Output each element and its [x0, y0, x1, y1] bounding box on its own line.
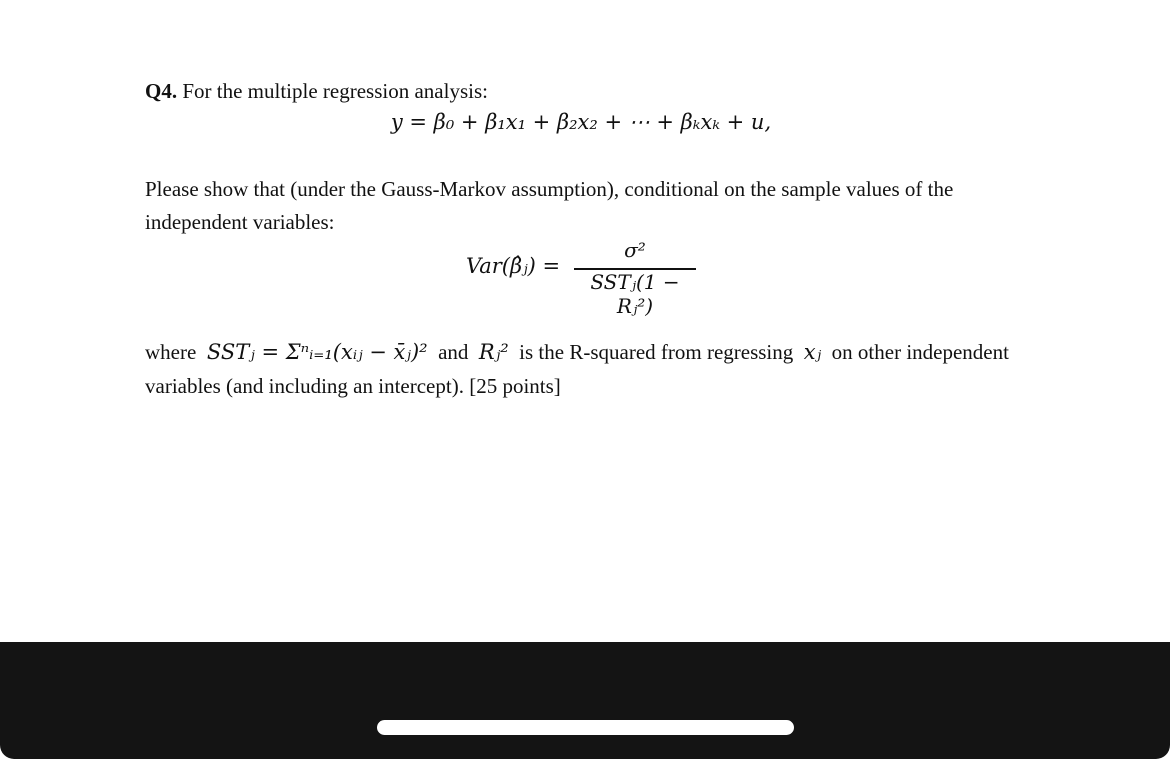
- variance-numerator: σ²: [624, 238, 646, 262]
- xj-symbol: xⱼ: [803, 340, 822, 364]
- prompt-line-1: Please show that (under the Gauss-Markov assumption), conditional on the sample values of the: [145, 177, 954, 201]
- and-word: and: [438, 340, 469, 364]
- tail-text: on other independent: [831, 340, 1009, 364]
- prompt-line-2: independent variables:: [145, 210, 335, 234]
- variance-lhs: Var(β̂ⱼ) =: [466, 254, 561, 278]
- r2-symbol: Rⱼ²: [478, 340, 509, 364]
- question-intro: For the multiple regression analysis:: [182, 79, 488, 103]
- final-line: variables (and including an intercept). [25 points]: [145, 374, 561, 398]
- variance-denominator: SSTⱼ(1 − Rⱼ²): [590, 270, 680, 318]
- sst-definition: SSTⱼ = Σⁿᵢ₌₁(xᵢⱼ − x̄ⱼ)²: [206, 340, 428, 364]
- variance-formula: [0, 238, 1170, 318]
- model-equation: y = β₀ + β₁x₁ + β₂x₂ + ⋯ + βₖxₖ + u,: [390, 110, 772, 134]
- r2-text: is the R-squared from regressing: [519, 340, 794, 364]
- bottom-bar: [0, 642, 1170, 759]
- where-line: [145, 338, 1009, 366]
- question-header: [145, 77, 488, 105]
- where-word: where: [145, 340, 197, 364]
- question-label: Q4.: [145, 79, 178, 103]
- home-indicator[interactable]: [377, 720, 794, 735]
